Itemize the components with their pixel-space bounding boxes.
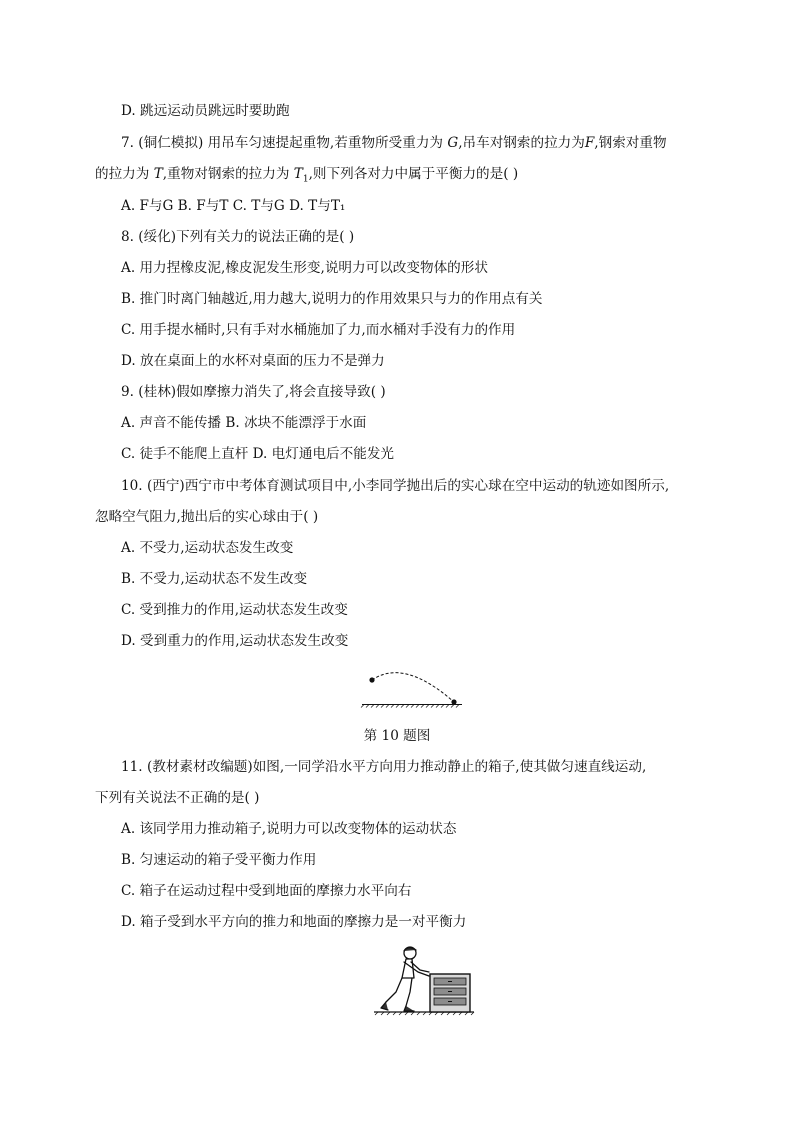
q11-option-c: C. 箱子在运动过程中受到地面的摩擦力水平向右 xyxy=(121,883,412,899)
q8-stem: 8. (绥化)下列有关力的说法正确的是( ) xyxy=(121,229,355,245)
q10-stem-line1: 10. (西宁)西宁市中考体育测试项目中,小李同学抛出后的实心球在空中运动的轨迹如图所示, xyxy=(121,478,670,494)
q11-stem-line1: 11. (教材素材改编题)如图,一同学沿水平方向用力推动静止的箱子,使其做匀速直线运动, xyxy=(121,759,647,775)
q10-option-d: D. 受到重力的作用,运动状态发生改变 xyxy=(121,633,349,649)
q10-trajectory-figure xyxy=(362,666,462,706)
q8-option-d: D. 放在桌面上的水杯对桌面的压力不是弹力 xyxy=(121,353,385,369)
box xyxy=(430,974,470,1012)
q11-option-b: B. 匀速运动的箱子受平衡力作用 xyxy=(121,852,317,868)
q10-option-a: A. 不受力,运动状态发生改变 xyxy=(121,540,294,556)
ball-start xyxy=(369,677,374,682)
trajectory-dashed-arc xyxy=(372,673,454,702)
q11-option-a: A. 该同学用力推动箱子,说明力可以改变物体的运动状态 xyxy=(121,821,457,837)
q10-option-c: C. 受到推力的作用,运动状态发生改变 xyxy=(121,602,348,618)
q9-options-cd: C. 徒手不能爬上直杆 D. 电灯通电后不能发光 xyxy=(121,446,395,462)
student xyxy=(381,947,429,1011)
var-f: F xyxy=(584,135,595,151)
q10-figure-caption: 第 10 题图 xyxy=(363,728,431,744)
var-t1: T xyxy=(293,166,303,182)
q8-option-a: A. 用力捏橡皮泥,橡皮泥发生形变,说明力可以改变物体的形状 xyxy=(121,260,488,276)
q10-stem-line2: 忽略空气阻力,抛出后的实心球由于( ) xyxy=(95,509,319,525)
q7-stem-line2: 的拉力为 T,重物对钢索的拉力为 $T_1$,则下列各对力中属于平衡力的是( ) xyxy=(95,166,519,185)
q7-options: A. F与G B. F与T C. T与G D. T与T₁ xyxy=(121,198,346,214)
var-g: G xyxy=(447,135,459,151)
q10-option-b: B. 不受力,运动状态不发生改变 xyxy=(121,571,308,587)
q11-push-box-figure xyxy=(372,944,476,1016)
q7-stem-line1: 7. (铜仁模拟) 用吊车匀速提起重物,若重物所受重力为 G,吊车对钢索的拉力为F,钢索对重物 xyxy=(121,135,667,151)
q8-option-c: C. 用手提水桶时,只有手对水桶施加了力,而水桶对手没有力的作用 xyxy=(121,322,516,338)
q8-option-b: B. 推门时离门轴越近,用力越大,说明力的作用效果只与力的作用点有关 xyxy=(121,291,543,307)
q9-options-ab: A. 声音不能传播 B. 冰块不能漂浮于水面 xyxy=(121,415,367,431)
q11-stem-line2: 下列有关说法不正确的是( ) xyxy=(95,790,260,806)
ball-end xyxy=(451,699,456,704)
var-t: T xyxy=(153,166,163,182)
q9-stem: 9. (桂林)假如摩擦力消失了,将会直接导致( ) xyxy=(121,384,386,400)
q6-option-d: D. 跳远运动员跳远时要助跑 xyxy=(121,103,290,119)
q11-option-d: D. 箱子受到水平方向的推力和地面的摩擦力是一对平衡力 xyxy=(121,914,467,930)
